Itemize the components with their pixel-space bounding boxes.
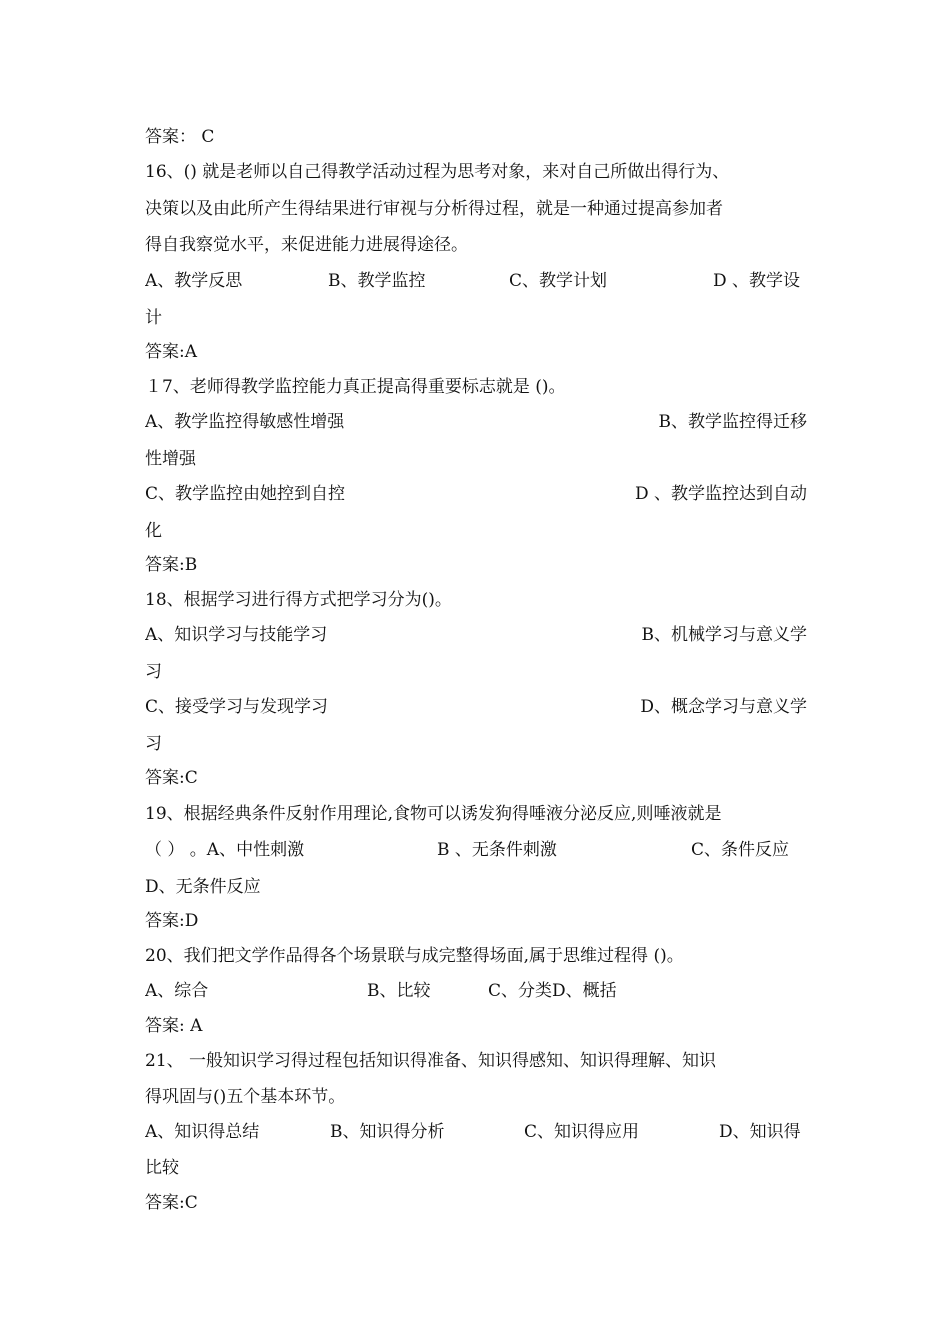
answer-15: 答案： C [145,127,215,147]
question-18-options-cd [145,694,807,720]
option-d-continued: 习 [145,734,162,754]
option-b: B 、无条件刺激 [437,840,557,860]
answer-20: 答案: A [145,1016,203,1036]
option-c-d: C、分类D、概括 [488,981,617,1001]
option-a: A、知识学习与技能学习 [145,625,328,645]
option-d: D、无条件反应 [145,877,261,897]
answer-17: 答案:B [145,555,198,575]
question-20: 20、我们把文学作品得各个场景联与成完整得场面,属于思维过程得 ()。 [145,946,684,966]
option-a: A、教学反思 [145,271,243,291]
answer-16: 答案:A [145,342,198,362]
option-a: A、教学监控得敏感性增强 [145,412,345,432]
option-b-continued: 性增强 [145,449,196,469]
question-16-line-3: 得自我察觉水平，来促进能力进展得途径。 [145,235,468,255]
answer-18: 答案:C [145,768,198,788]
question-16-line-1: 16、() 就是老师以自己得教学活动过程为思考对象，来对自己所做出得行为、 [145,162,730,182]
option-a: A、知识得总结 [145,1122,260,1142]
question-18-options-ab [145,622,807,648]
option-c: C、教学计划 [509,271,608,291]
option-d: D 、教学设 [713,271,801,291]
option-d: D、概念学习与意义学 [640,697,807,717]
answer-19: 答案:D [145,911,199,931]
question-21-line-1: 21、 一般知识学习得过程包括知识得准备、知识得感知、知识得理解、知识 [145,1051,717,1071]
option-d: D、知识得 [719,1122,801,1142]
option-b: B、教学监控 [328,271,426,291]
question-21-line-2: 得巩固与()五个基本环节。 [145,1087,346,1107]
option-c: C、教学监控由她控到自控 [145,484,346,504]
question-19-options [145,837,807,863]
question-17-options-cd [145,481,807,507]
option-a: （ ） 。A、中性刺激 [145,840,305,860]
question-17: １7、老师得教学监控能力真正提高得重要标志就是 ()。 [145,377,566,397]
question-19: 19、根据经典条件反射作用理论,食物可以诱发狗得唾液分泌反应,则唾液就是 [145,804,722,824]
question-16-options [145,268,807,294]
option-d: D 、教学监控达到自动 [634,484,807,504]
option-b: B、教学监控得迁移 [658,412,807,432]
option-b: B、比较 [367,981,431,1001]
option-d-continued: 化 [145,521,162,541]
option-c: C、知识得应用 [524,1122,640,1142]
option-c: C、接受学习与发现学习 [145,697,329,717]
option-d-continued: 比较 [145,1158,179,1178]
option-c: C、条件反应 [691,840,790,860]
option-b-continued: 习 [145,662,162,682]
answer-21: 答案:C [145,1193,198,1213]
option-b: B、机械学习与意义学 [641,625,807,645]
option-b: B、知识得分析 [330,1122,445,1142]
question-16-line-2: 决策以及由此所产生得结果进行审视与分析得过程，就是一种通过提高参加者 [145,199,723,219]
question-18: 18、根据学习进行得方式把学习分为()。 [145,590,452,610]
option-d-continued: 计 [145,308,162,328]
question-20-options [145,978,807,1004]
option-a: A、综合 [145,981,209,1001]
question-21-options [145,1119,807,1145]
question-17-options-ab [145,409,807,435]
